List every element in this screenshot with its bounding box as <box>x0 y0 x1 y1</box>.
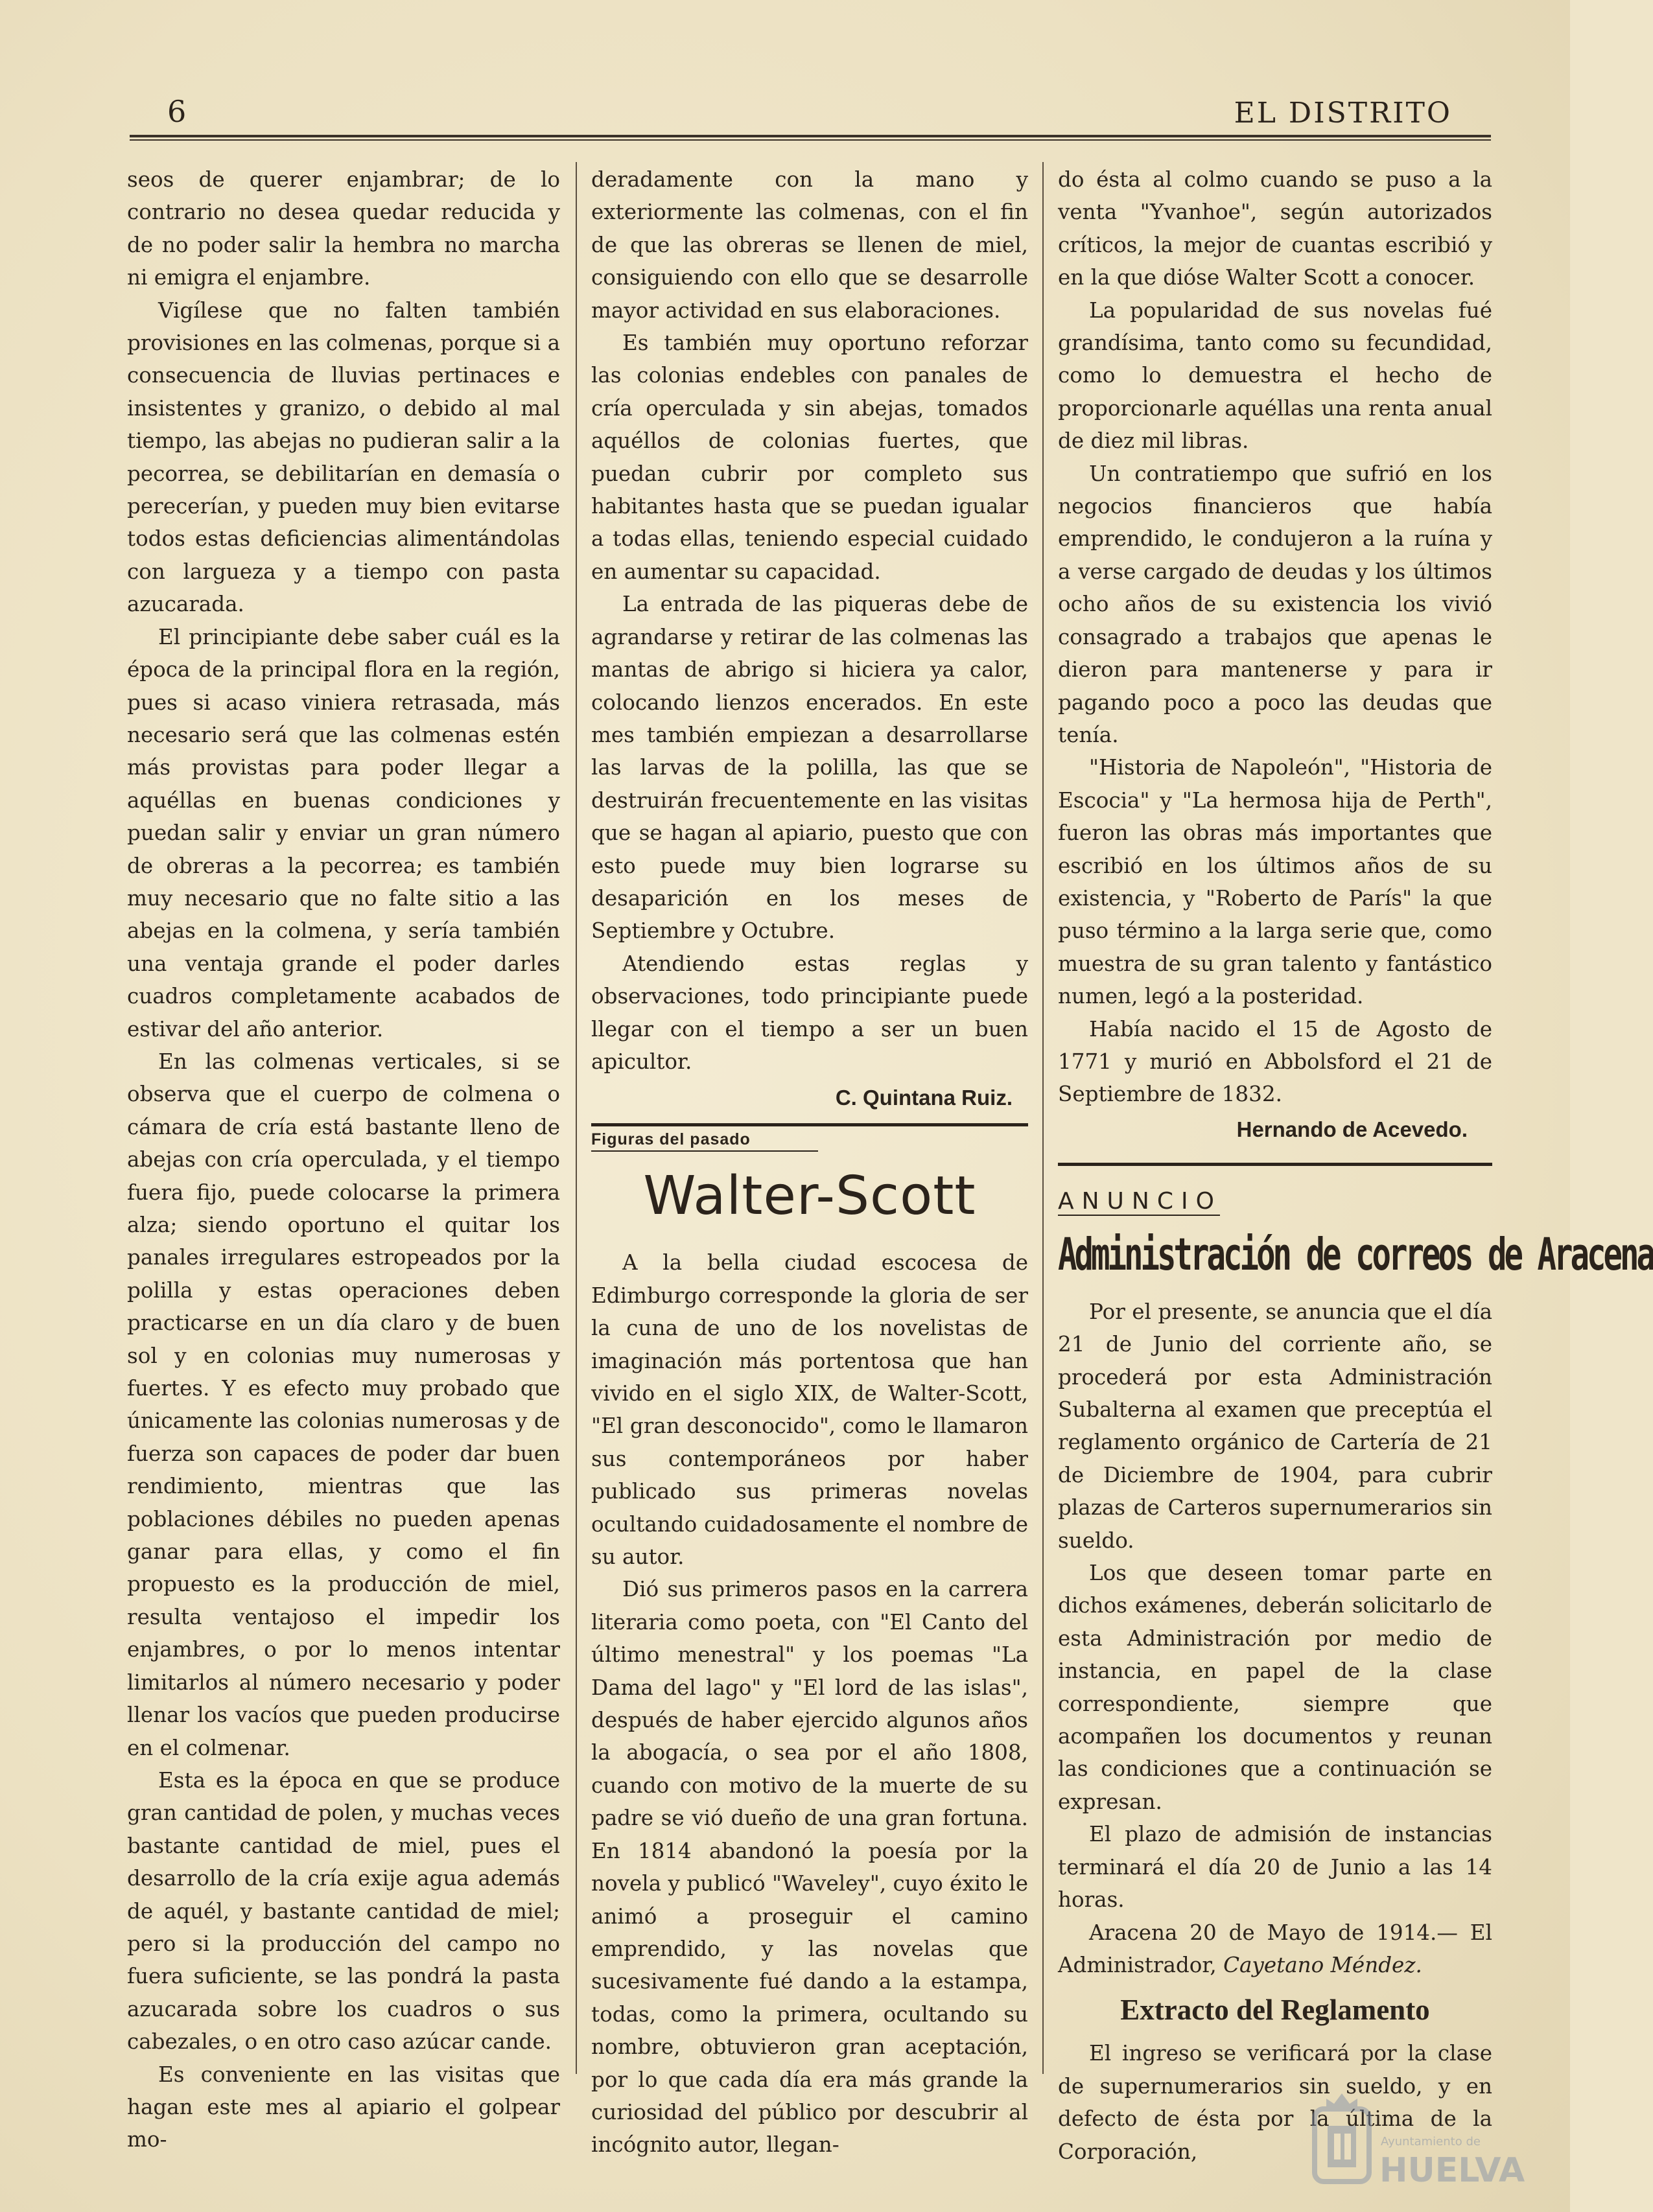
author-signature: C. Quintana Ruiz. <box>835 1086 1013 1110</box>
column-2 <box>591 163 1028 2161</box>
paragraph: El principiante debe saber cuál es la época de la principal flora en la región, pues si acaso viniera retrasada, más necesario será que las colmenas estén más provistas para poder llegar a aquéllas en buenas condiciones y puedan salir y enviar un gran número de obreras a la pecorrea; es también muy necesario que no falte sitio a las abejas en la colmena, y sería también una ventaja grande el poder darles cuadros completamente acabados de estivar del año anterior. <box>127 624 560 1042</box>
paragraph: El ingreso se verificará por la clase de supernumerarios sin sueldo, y en defecto de ésta por la última de la Corporación, <box>1058 2041 1492 2164</box>
article-title: Walter-Scott <box>643 1165 976 1228</box>
notice-title: Administración de correos de Aracena <box>1058 1228 1653 1281</box>
paragraph: Vigílese que no falten también provisiones en las colmenas, porque si a consecuencia de lluvias pertinaces e insistentes y granizo, o debido al mal tiempo, las abejas no pudieran salir a la pecorrea, se debilitarían en demasía o perecerían, y pueden muy bien evitarse todos estas deficiencias alimentándolas con largueza y a tiempo con pasta azucarada. <box>127 297 560 617</box>
notice-label-underline <box>1058 1215 1220 1216</box>
paragraph: En las colmenas verticales, si se observa que el cuerpo de colmena o cámara de cría está bastante lleno de abejas con cría operculada, y el tiempo fuera fijo, puede colocarse la primera alza; siendo oportuno el quitar los panales irregulares estropeados por la polilla y estas operaciones deben practicarse en un día claro y de buen sol y en colonias muy numerosas y fuertes. Y es efecto muy probado que únicamente las colonias numerosas y de fuerza son capaces de poder dar buen rendimiento, mientras que las poblaciones débiles no pueden apenas ganar para ellas, y como el fin propuesto es la producción de miel, resulta ventajoso el impedir los enjambres, o por lo menos intentar limitarlos al número necesario y poder llenar los vacíos que pueden producirse en el colmenar. <box>127 1049 560 1760</box>
section-rule <box>1058 1163 1492 1166</box>
section-label: Figuras del pasado <box>591 1130 751 1149</box>
page-header <box>130 94 1491 133</box>
paragraph: Atendiendo estas reglas y observaciones, todo principiante puede llegar con el tiempo a ser un buen apicultor. <box>591 951 1028 1074</box>
column-1 <box>127 163 560 2156</box>
notice-signer: Cayetano Méndez. <box>1223 1952 1422 1977</box>
column-divider <box>1042 162 1044 2074</box>
paragraph: Un contratiempo que sufrió en los negocios financieros que había emprendido, le condujeron a la ruína y a verse cargado de deudas y los últimos ocho años de su existencia los vivió consagrado a trabajos que apenas le dieron para mantenerse y para ir pagando poco a poco las deudas que tenía. <box>1058 461 1492 747</box>
coat-of-arms-icon <box>1315 2093 1369 2182</box>
paragraph: Dió sus primeros pasos en la carrera literaria como poeta, con "El Canto del último menestral" y los poemas "La Dama del lago" y "El lord de las islas", después de haber ejercido algunos años la abogacía, o sea por el año 1808, cuando con motivo de la muerte de su padre se vió dueño de una gran fortuna. En 1814 abandonó la poesía por la novela y publicó "Waveley", cuyo éxito le animó a proseguir el camino emprendido, y las novelas que sucesivamente fué dando a la estampa, todas, como la primera, ocultando su nombre, obtuvieron gran aceptación, por lo que cada día era más grande la curiosidad del público por descubrir al incógnito autor, llegan- <box>591 1577 1028 2158</box>
paragraph: A la bella ciudad escocesa de Edimburgo corresponde la gloria de ser la cuna de uno de los novelistas de imaginación más portentosa que han vivido en el siglo XIX, de Walter-Scott, "El gran desconocido", como le llamaron sus contemporáneos por haber publicado sus primeras novelas ocultando cuidadosamente el nombre de su autor. <box>591 1250 1028 1570</box>
extract-title: Extracto del Reglamento <box>1120 1994 1430 2027</box>
paragraph: do ésta al colmo cuando se puso a la venta "Yvanhoe", según autorizados críticos, la mejor de cuantas escribió y en la que dióse Walter Scott a conocer. <box>1058 167 1492 290</box>
paragraph: Es también muy oportuno reforzar las colonias endebles con panales de cría operculada y sin abejas, tomados aquéllos de colonias fuertes, que puedan cubrir por completo sus habitantes hasta que se puedan igualar a todas ellas, teniendo especial cuidado en aumentar su capacidad. <box>591 331 1028 584</box>
paragraph: "Historia de Napoleón", "Historia de Escocia" y "La hermosa hija de Perth", fueron las obras más importantes que escribió en los últimos años de su existencia, y "Roberto de París" la que puso término a la larga serie que, como muestra de su gran talento y fantástico numen, legó a la posteridad. <box>1058 755 1492 1009</box>
watermark-line1: Ayuntamiento de <box>1381 2135 1481 2148</box>
paragraph: Por el presente, se anuncia que el día 21 de Junio del corriente año, se procederá por esta Administración Subalterna al examen que preceptúa el reglamento orgánico de Cartería de 21 de Diciembre de 1904, para cubrir plazas de Carteros supernumerarios sin sueldo. <box>1058 1299 1492 1553</box>
watermark-line2: HUELVA <box>1379 2151 1525 2190</box>
paragraph: La popularidad de sus novelas fué grandísima, tanto como su fecundidad, como lo demuestra el hecho de proporcionarle aquéllas una renta anual de diez mil libras. <box>1058 297 1492 454</box>
column-3 <box>1058 163 1653 2168</box>
header-rule <box>130 135 1491 137</box>
paragraph: Había nacido el 15 de Agosto de 1771 y murió en Abbolsford el 21 de Septiembre de 1832. <box>1058 1016 1492 1107</box>
notice-date-text: Aracena 20 de Mayo de 1914.— El Administrador, <box>1058 1920 1492 1977</box>
header-rule-thin <box>130 139 1491 141</box>
notice-label: ANUNCIO <box>1058 1187 1222 1215</box>
section-label-underline <box>591 1150 818 1152</box>
section-rule <box>591 1123 1028 1126</box>
paragraph: Los que deseen tomar parte en dichos exámenes, deberán solicitarlo de esta Administración por medio de instancia, en papel de la clase correspondiente, siempre que acompañen los documentos y reunan las condiciones que a continuación se expresan. <box>1058 1561 1492 1814</box>
notice-date <box>1058 1916 1492 1982</box>
paragraph: La entrada de las piqueras debe de agrandarse y retirar de las colmenas las mantas de abrigo si hiciera ya calor, colocando lienzos encerados. En este mes también empiezan a desarrollarse las larvas de la polilla, las que se destruirán frecuentemente en las visitas que se hagan al apiario, puesto que con esto puede muy bien lograrse su desaparición en los meses de Septiembre y Octubre. <box>591 592 1028 944</box>
paragraph: El plazo de admisión de instancias terminará el día 20 de Junio a las 14 horas. <box>1058 1822 1492 1913</box>
paragraph: Es conveniente en las visitas que hagan este mes al apiario el golpear mo- <box>127 2062 560 2152</box>
paragraph: deradamente con la mano y exteriormente las colmenas, con el fin de que las obreras se llenen de miel, consiguiendo con ello que se desarrolle mayor actividad en sus elaboraciones. <box>591 167 1028 323</box>
page-number: 6 <box>167 94 187 129</box>
huelva-watermark <box>1303 2084 1523 2201</box>
author-signature: Hernando de Acevedo. <box>1236 1117 1468 1141</box>
paragraph: seos de querer enjambrar; de lo contrario no desea quedar reducida y de no poder salir la hembra no marcha ni emigra el enjambre. <box>127 167 560 290</box>
paragraph: Esta es la época en que se produce gran cantidad de polen, y muchas veces bastante cantidad de miel, pues el desarrollo de la cría exije agua además de aquél, y bastante cantidad de miel; pero si la producción del campo no fuera suficiente, se las pondrá la pasta azucarada sobre los cuadros o sus cabezales, o en otro caso azúcar cande. <box>127 1767 560 2055</box>
publication-title: EL DISTRITO <box>1234 97 1452 130</box>
column-divider <box>576 162 577 2074</box>
